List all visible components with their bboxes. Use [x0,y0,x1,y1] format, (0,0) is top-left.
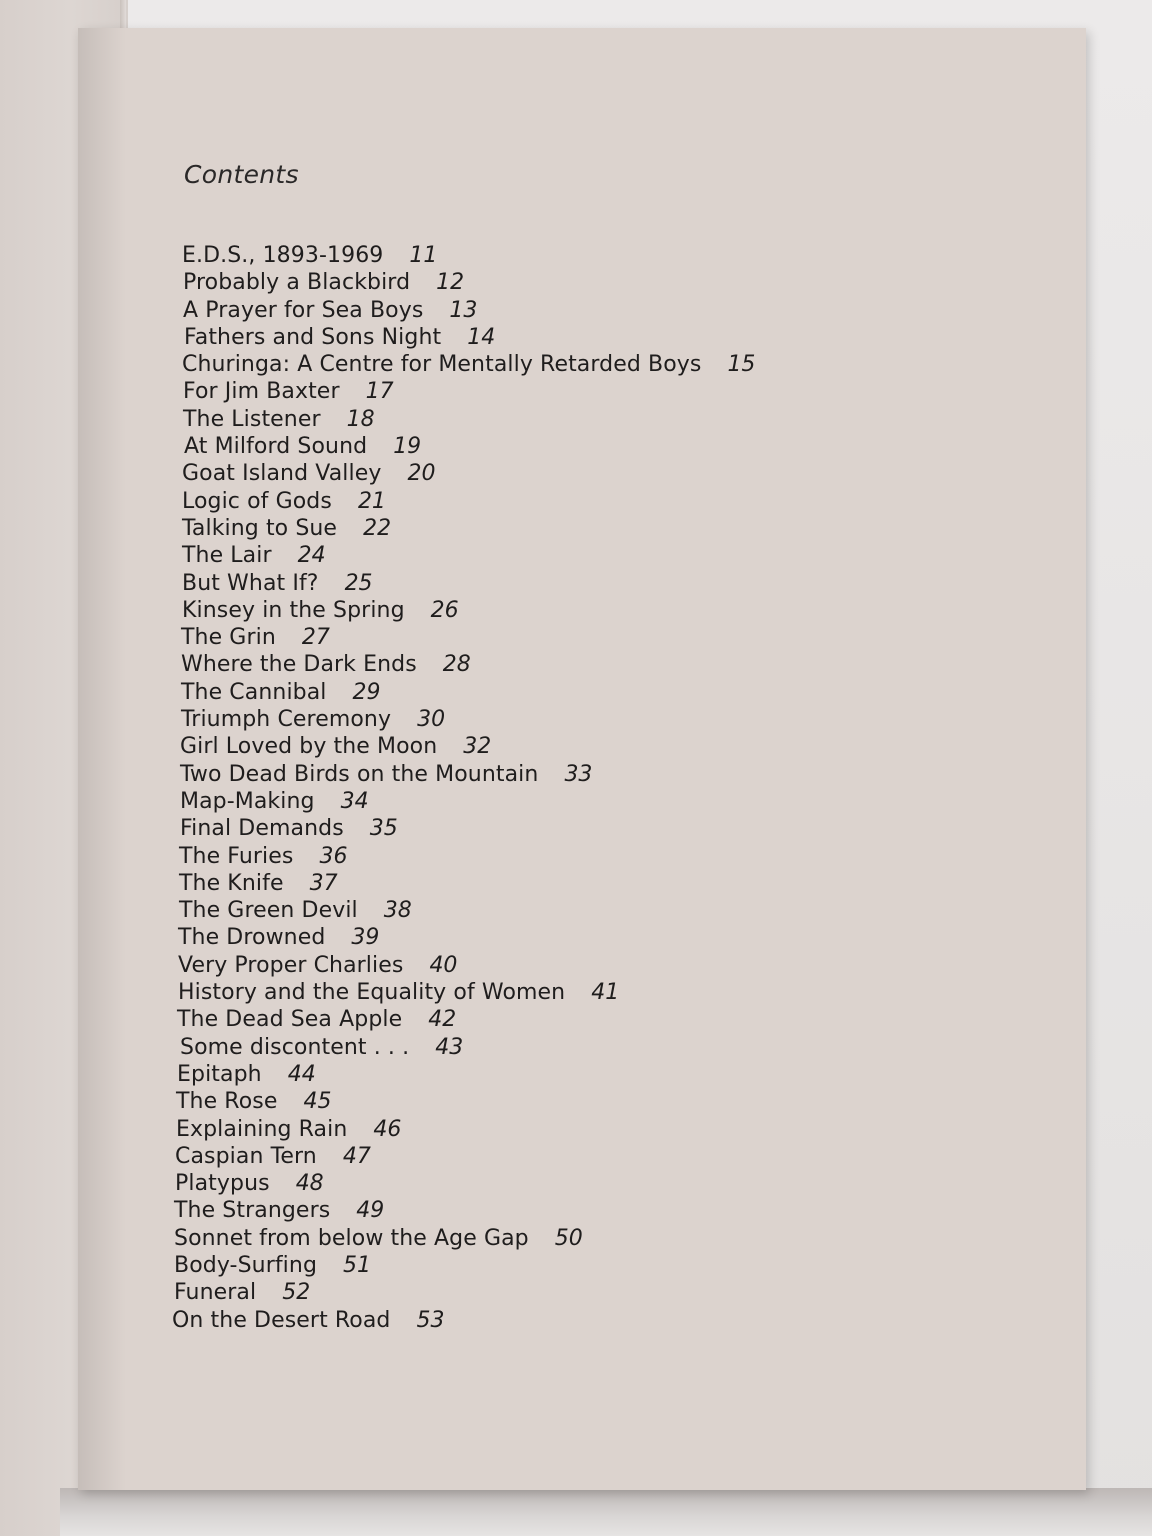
toc-entry-title: Caspian Tern [175,1143,317,1169]
toc-entry [182,488,755,515]
toc-entry-title: Girl Loved by the Moon [180,734,438,760]
toc-entry-title: Where the Dark Ends [181,652,417,678]
toc-entry-page-number: 46 [373,1116,402,1142]
toc-entry-page-number: 20 [407,461,436,487]
toc-entry-title: The Green Devil [179,898,358,924]
toc-entry [174,1225,755,1252]
toc-entry-title: The Grin [181,625,276,651]
toc-entry-page-number: 41 [591,980,620,1006]
toc-entry-page-number: 18 [346,406,375,432]
toc-entry-title: Logic of Gods [182,488,332,514]
toc-entry-title: Body-Surfing [174,1252,318,1278]
toc-entry [181,651,755,678]
toc-entry [174,1252,755,1279]
toc-entry-title: Final Demands [180,816,344,842]
toc-entry [184,324,755,351]
toc-entry-title: Triumph Ceremony [181,707,392,733]
toc-entry-title: The Knife [179,870,284,896]
toc-entry-page-number: 50 [554,1225,583,1251]
toc-entry-title: Some discontent . . . [180,1034,410,1060]
toc-entry-title: The Dead Sea Apple [177,1007,403,1033]
toc-entry [179,843,755,870]
book-page [78,28,1086,1490]
toc-entry [180,733,755,760]
toc-entry-page-number: 29 [352,679,381,705]
toc-entry-page-number: 24 [297,543,326,569]
toc-entry [177,1061,755,1088]
toc-entry [183,297,755,324]
toc-entry [181,624,755,651]
toc-entry [182,542,755,569]
toc-entry [183,378,755,405]
toc-entry-page-number: 53 [416,1307,445,1333]
toc-entry-page-number: 26 [430,597,459,623]
toc-entry-page-number: 25 [344,570,373,596]
toc-entry-title: Two Dead Birds on the Mountain [180,761,539,787]
toc-entry-title: The Furies [179,843,294,869]
toc-entry-title: The Drowned [178,925,326,951]
toc-entry [181,679,755,706]
toc-entry-page-number: 35 [369,816,398,842]
toc-entry-title: For Jim Baxter [183,379,340,405]
toc-entry-title: Explaining Rain [176,1116,348,1142]
toc-entry-title: History and the Equality of Women [178,980,566,1006]
toc-entry [183,406,755,433]
toc-entry-page-number: 43 [435,1034,464,1060]
toc-entry-title: The Strangers [174,1198,331,1224]
toc-entry [174,1197,755,1224]
toc-entry [175,1143,755,1170]
toc-entry [182,242,755,269]
toc-entry-page-number: 33 [564,761,593,787]
toc-entry-page-number: 28 [442,652,471,678]
toc-entry-title: Epitaph [177,1061,262,1087]
toc-entry-title: Goat Island Valley [182,461,382,487]
toc-entry-page-number: 38 [383,898,412,924]
toc-entry-title: Very Proper Charlies [178,952,404,978]
toc-entry [175,1170,755,1197]
toc-entry-title: The Listener [183,406,321,432]
toc-entry [182,460,755,487]
page-shadow [60,1488,1152,1536]
toc-entry-page-number: 15 [727,352,756,378]
toc-entry-page-number: 40 [429,952,458,978]
toc-entry-page-number: 12 [436,270,465,296]
toc-entry-title: The Lair [182,543,272,569]
toc-entry-title: On the Desert Road [172,1307,391,1333]
toc-entry [179,870,755,897]
toc-entry [180,761,755,788]
toc-entry-page-number: 22 [363,515,392,541]
toc-entry-page-number: 45 [303,1089,332,1115]
toc-entry-page-number: 52 [282,1280,311,1306]
toc-entry-title: The Rose [176,1089,278,1115]
toc-entry-title: E.D.S., 1893-1969 [182,243,384,268]
toc-entry [180,788,755,815]
toc-entry-title: Probably a Blackbird [183,270,411,296]
toc-entry-page-number: 32 [463,734,492,760]
toc-entry-page-number: 39 [351,925,380,951]
toc-entry [182,597,755,624]
toc-entry-title: A Prayer for Sea Boys [183,297,424,323]
toc-entry-title: Churinga: A Centre for Mentally Retarded Boys [182,352,702,378]
toc-entry [177,1006,755,1033]
toc-entry-page-number: 37 [309,870,338,896]
toc-entry-page-number: 13 [449,297,478,323]
toc-entry [179,897,755,924]
toc-entry-page-number: 19 [393,434,422,460]
toc-entry [184,433,755,460]
toc-entry [178,924,755,951]
toc-entry-title: But What If? [182,570,319,596]
toc-entry-title: Kinsey in the Spring [182,597,405,623]
toc-entry-title: Talking to Sue [182,515,338,541]
toc-entry-page-number: 17 [365,379,394,405]
toc-entry-page-number: 21 [357,488,386,514]
toc-entry [176,1116,755,1143]
toc-entry [180,815,755,842]
toc-entry [174,1279,755,1306]
toc-entry-page-number: 49 [356,1198,385,1224]
toc-entry-page-number: 48 [295,1171,324,1197]
toc-entry-page-number: 42 [428,1007,457,1033]
contents-heading: Contents [184,160,299,189]
toc-entry [181,706,755,733]
toc-entry-page-number: 14 [467,324,496,350]
toc-entry-page-number: 51 [343,1252,372,1278]
toc-entry [182,570,755,597]
toc-entry [182,351,755,378]
toc-entry-title: At Milford Sound [184,434,368,460]
toc-entry-title: Funeral [174,1280,257,1306]
toc-entry [176,1088,755,1115]
toc-entry [178,979,755,1006]
toc-entry-page-number: 11 [409,243,438,268]
toc-entry [183,269,755,296]
toc-entry-title: Platypus [175,1171,270,1197]
toc-entry-title: The Cannibal [181,679,327,705]
contents-list [174,242,755,1334]
toc-entry-title: Map-Making [180,788,315,814]
toc-entry [172,1307,755,1334]
toc-entry-page-number: 47 [342,1143,371,1169]
toc-entry-page-number: 27 [301,625,330,651]
toc-entry-page-number: 34 [340,788,369,814]
toc-entry [182,515,755,542]
toc-entry [178,952,755,979]
toc-entry-title: Sonnet from below the Age Gap [174,1225,529,1251]
toc-entry-page-number: 44 [287,1061,316,1087]
toc-entry-title: Fathers and Sons Night [184,324,442,350]
toc-entry-page-number: 36 [319,843,348,869]
toc-entry [180,1034,755,1061]
toc-entry-page-number: 30 [417,707,446,733]
